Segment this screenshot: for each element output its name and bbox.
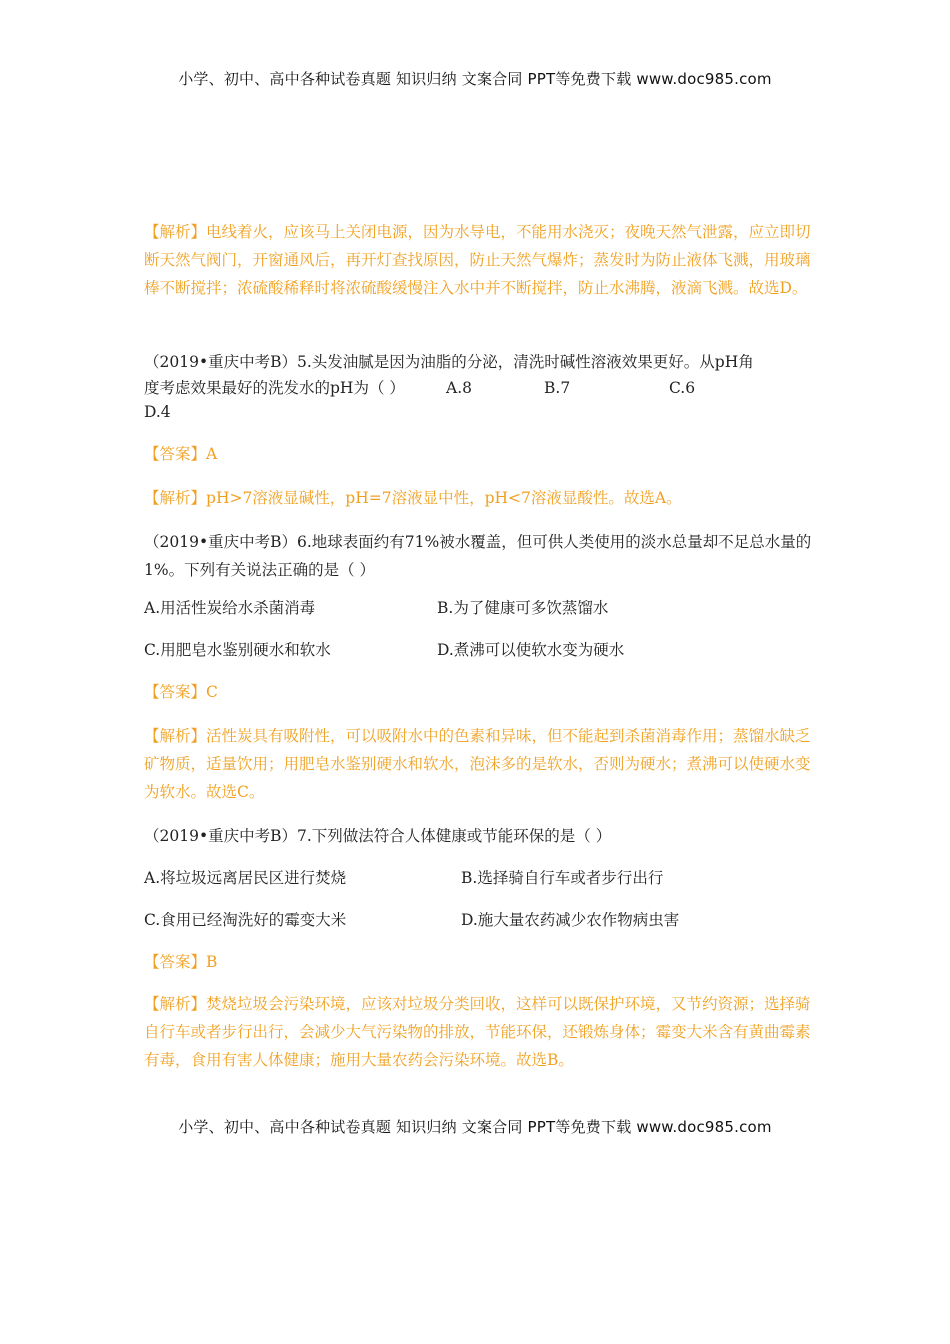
q5-stem-line2-prefix: 度考虑效果最好的洗发水的pH为（ ） — [144, 379, 405, 397]
q6-stem: （2019•重庆中考B）6.地球表面约有71%被水覆盖，但可供人类使用的淡水总量却不足总水量的1%。下列有关说法正确的是（ ） — [144, 533, 812, 579]
q7-option-c: C.食用已经淘洗好的霉变大米 — [144, 911, 347, 929]
q5-answer-tag: 【答案】 — [144, 445, 207, 463]
q7-option-b: B.选择骑自行车或者步行出行 — [461, 869, 664, 887]
q5-option-a: A.8 — [446, 379, 472, 397]
q7-answer-tag: 【答案】 — [144, 953, 207, 971]
q5-analysis-text: pH>7溶液显碱性，pH=7溶液显中性，pH<7溶液显酸性。故选A。 — [206, 489, 682, 507]
q7-options-row-2 — [144, 906, 812, 934]
q5-option-d: D.4 — [144, 403, 171, 421]
q6-analysis-tag: 【解析】 — [144, 727, 207, 745]
q7-stem: （2019•重庆中考B）7.下列做法符合人体健康或节能环保的是（ ） — [144, 827, 612, 845]
q5-analysis-tag: 【解析】 — [144, 489, 207, 507]
page-header: 小学、初中、高中各种试卷真题 知识归纳 文案合同 PPT等免费下载 www.doc985.com — [178, 70, 772, 88]
q5-answer — [144, 440, 812, 468]
q5-option-b: B.7 — [544, 379, 571, 397]
q7-answer — [144, 948, 812, 976]
q7-option-d: D.施大量农药减少农作物病虫害 — [461, 911, 680, 929]
q5-stem — [144, 348, 812, 376]
q6-answer-value: C — [206, 683, 218, 701]
q6-options-row-2 — [144, 636, 812, 664]
q6-option-d: D.煮沸可以使软水变为硬水 — [437, 641, 625, 659]
q4-analysis — [144, 218, 812, 302]
q5-answer-value: A — [206, 445, 218, 463]
q6-analysis-text: 活性炭具有吸附性，可以吸附水中的色素和异味，但不能起到杀菌消毒作用；蒸馏水缺乏矿物质，适量饮用；用肥皂水鉴别硬水和软水，泡沫多的是软水，否则为硬水；煮沸可以使硬水变为软水。故选C。 — [144, 727, 811, 801]
q5-option-c: C.6 — [669, 379, 696, 397]
q6-option-a: A.用活性炭给水杀菌消毒 — [144, 599, 316, 617]
q7-options-row-1 — [144, 864, 812, 892]
q6-answer — [144, 678, 812, 706]
q7-analysis-text: 焚烧垃圾会污染环境，应该对垃圾分类回收，这样可以既保护环境，又节约资源；选择骑自行车或者步行出行，会减少大气污染物的排放，节能环保，还锻炼身体；霉变大米含有黄曲霉素有毒，食用有害人体健康；施用大量农药会污染环境。故选B。 — [144, 995, 811, 1069]
q7-analysis-tag: 【解析】 — [144, 995, 207, 1013]
page-footer: 小学、初中、高中各种试卷真题 知识归纳 文案合同 PPT等免费下载 www.doc985.com — [178, 1118, 772, 1136]
q6-answer-tag: 【答案】 — [144, 683, 207, 701]
q4-analysis-text: 电线着火，应该马上关闭电源，因为水导电，不能用水浇灭；夜晚天然气泄露，应立即切断天然气阀门，开窗通风后，再开灯查找原因，防止天然气爆炸；蒸发时为防止液体飞溅，用玻璃棒不断搅拌；浓硫酸稀释时将浓硫酸缓慢注入水中并不断搅拌，防止水沸腾，液滴飞溅。故选D。 — [144, 223, 811, 297]
q6-option-c: C.用肥皂水鉴别硬水和软水 — [144, 641, 331, 659]
q7-analysis — [144, 990, 812, 1074]
q4-analysis-tag: 【解析】 — [144, 223, 207, 241]
q7-answer-value: B — [206, 953, 218, 971]
q5-analysis — [144, 484, 812, 512]
q6-option-b: B.为了健康可多饮蒸馏水 — [437, 599, 609, 617]
q7-option-a: A.将垃圾远离居民区进行焚烧 — [144, 869, 347, 887]
q5-stem-line1: （2019•重庆中考B）5.头发油腻是因为油脂的分泌，清洗时碱性溶液效果更好。从pH角 — [144, 353, 754, 371]
q5-option-row-2 — [144, 398, 812, 426]
q6-options-row-1 — [144, 594, 812, 622]
q6-analysis — [144, 722, 812, 806]
